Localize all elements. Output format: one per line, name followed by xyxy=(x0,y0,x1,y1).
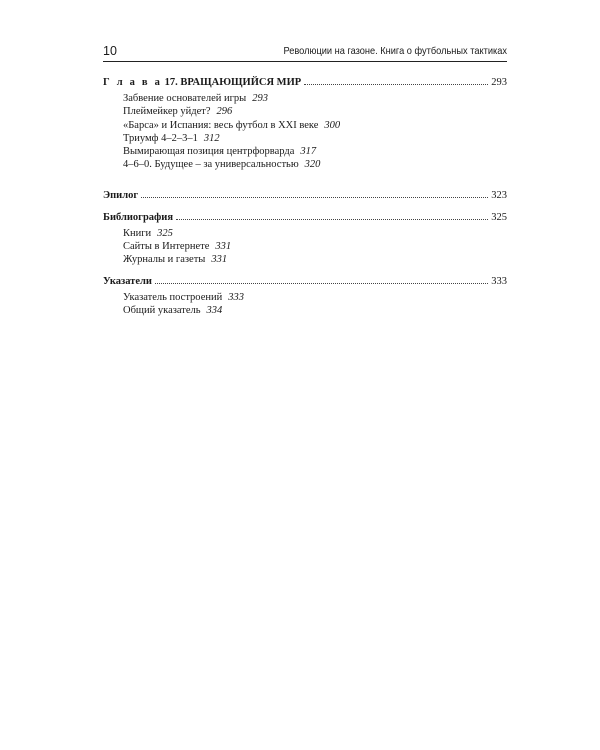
toc-entry-label: Библиография xyxy=(103,211,174,223)
toc-entry-label xyxy=(103,76,304,90)
subentry-page: 334 xyxy=(206,304,223,316)
toc-subentry[interactable] xyxy=(123,158,507,171)
chapter-title: 17. ВРАЩАЮЩИЙСЯ МИР xyxy=(162,77,302,88)
subentry-title: Сайты в Интернете xyxy=(123,241,210,253)
toc-entry-bibliography[interactable] xyxy=(103,211,507,225)
subentry-page: 333 xyxy=(228,291,244,303)
toc-entry-page: 323 xyxy=(491,189,507,201)
chapter-prefix: Г л а в а xyxy=(103,77,163,88)
subentry-page: 300 xyxy=(324,119,341,131)
toc-entry-chapter-17[interactable] xyxy=(103,76,507,90)
subentry-page: 312 xyxy=(203,132,220,144)
toc-subentry[interactable] xyxy=(123,304,507,317)
toc-subentry[interactable] xyxy=(123,227,507,240)
toc-entry-label: Указатели xyxy=(103,275,152,287)
subentry-title: Забвение основателей игры xyxy=(123,93,247,104)
dot-leader xyxy=(304,84,488,85)
toc-subentry[interactable] xyxy=(123,240,507,253)
toc-entry-page: 293 xyxy=(491,77,507,88)
toc-entry-page: 325 xyxy=(491,211,507,223)
subentry-title: Книги xyxy=(123,227,152,239)
running-head xyxy=(103,43,507,62)
subentry-title: 4–6–0. Будущее – за универсальностью xyxy=(123,159,299,171)
toc-entry-indexes[interactable] xyxy=(103,275,507,289)
table-of-contents xyxy=(103,76,507,317)
spacer xyxy=(103,267,507,275)
toc-sublist-chapter-17 xyxy=(103,92,507,172)
subentry-page: 320 xyxy=(304,159,321,171)
subentry-page: 325 xyxy=(157,227,173,239)
toc-entry-epilogue[interactable] xyxy=(103,189,507,203)
subentry-page: 296 xyxy=(216,106,233,118)
toc-sublist-bibliography xyxy=(103,227,507,267)
subentry-page: 293 xyxy=(252,93,268,104)
subentry-title: «Барса» и Испания: весь футбол в XXI веке xyxy=(123,119,319,131)
subentry-page: 331 xyxy=(215,241,232,253)
subentry-title: Плеймейкер уйдет? xyxy=(123,106,211,118)
toc-subentry[interactable] xyxy=(123,253,507,266)
spacer xyxy=(103,203,507,211)
toc-entry-page: 333 xyxy=(491,275,507,287)
toc-subentry[interactable] xyxy=(123,119,507,132)
dot-leader xyxy=(155,283,488,284)
toc-subentry[interactable] xyxy=(123,105,507,118)
toc-subentry[interactable] xyxy=(123,291,507,304)
dot-leader xyxy=(141,197,488,198)
toc-subentry[interactable] xyxy=(123,145,507,158)
subentry-page: 317 xyxy=(300,146,317,158)
toc-subentry[interactable] xyxy=(123,92,507,105)
subentry-title: Журналы и газеты xyxy=(123,254,206,266)
toc-sublist-indexes xyxy=(103,291,507,318)
toc-entry-label: Эпилог xyxy=(103,189,139,201)
page-number: 10 xyxy=(103,44,117,58)
subentry-title: Вымирающая позиция центрфорварда xyxy=(123,146,295,158)
book-title: Революции на газоне. Книга о футбольных тактиках xyxy=(283,45,507,57)
spacer xyxy=(103,172,507,189)
toc-subentry[interactable] xyxy=(123,132,507,145)
subentry-title: Общий указатель xyxy=(123,304,201,316)
subentry-title: Указатель построений xyxy=(123,291,223,303)
dot-leader xyxy=(176,219,488,220)
subentry-title: Триумф 4–2–3–1 xyxy=(123,132,198,144)
subentry-page: 331 xyxy=(211,254,228,266)
